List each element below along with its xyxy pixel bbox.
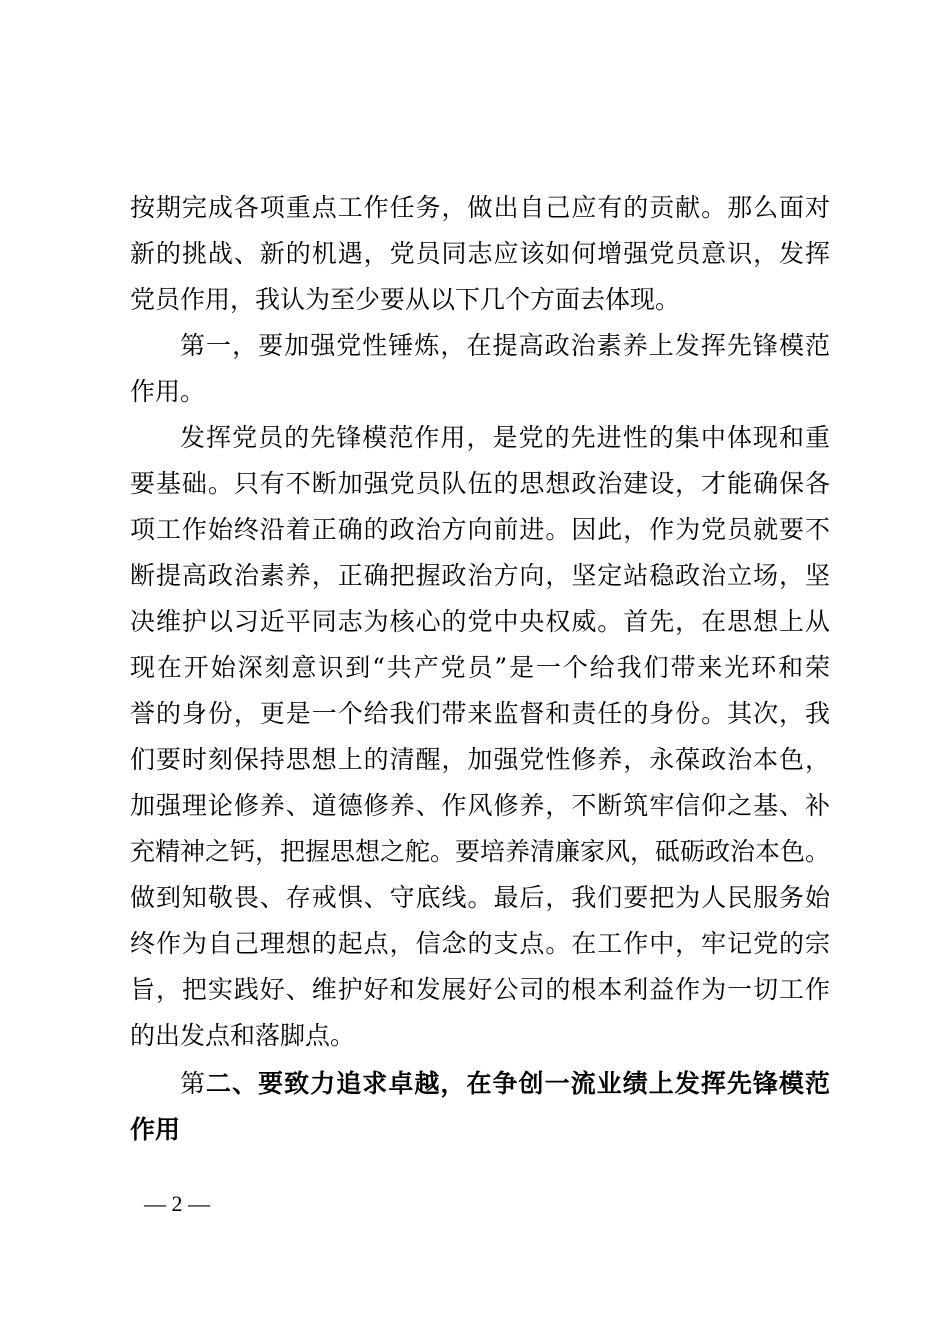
paragraph-line: 充精神之钙，把握思想之舵。要培养清廉家风，砥砺政治本色。 [130,837,831,866]
paragraph-line: 党员作用，我认为至少要从以下几个方面去体现。 [130,285,681,314]
paragraph-line: 的出发点和落脚点。 [130,1021,356,1050]
paragraph-line: 项工作始终沿着正确的政治方向前进。因此，作为党员就要不 [130,515,830,544]
heading-two-title: 二、要致力追求卓越，在争创一流业绩上发挥先锋模范 [206,1069,830,1098]
section-heading-two-cont: 作用 [130,1115,181,1144]
paragraph-line: 现在开始深刻意识到“共产党员”是一个给我们带来光环和荣 [130,653,830,682]
paragraph-line: 誉的身份，更是一个给我们带来监督和责任的身份。其次，我 [130,699,830,728]
paragraph-line: 发挥党员的先锋模范作用，是党的先进性的集中体现和重 [180,423,830,452]
paragraph-line: 断提高政治素养，正确把握政治方向，坚定站稳政治立场，坚 [130,561,830,590]
section-heading-one: 第一，要加强党性锤炼，在提高政治素养上发挥先锋模范 [180,331,830,360]
paragraph-line: 旨，把实践好、维护好和发展好公司的根本利益作为一切工作 [130,975,830,1004]
paragraph-line: 新的挑战、新的机遇，党员同志应该如何增强党员意识，发挥 [130,239,830,268]
paragraph-line: 终作为自己理想的起点，信念的支点。在工作中，牢记党的宗 [130,929,830,958]
paragraph-line: 们要时刻保持思想上的清醒，加强党性修养，永葆政治本色， [130,745,830,774]
heading-two-prefix: 第 [180,1069,207,1098]
paragraph-line: 按期完成各项重点工作任务，做出自己应有的贡献。那么面对 [130,193,830,222]
paragraph-line: 做到知敬畏、存戒惧、守底线。最后，我们要把为人民服务始 [130,883,830,912]
section-heading-one-cont: 作用。 [130,377,206,406]
paragraph-line: 加强理论修养、道德修养、作风修养，不断筑牢信仰之基、补 [130,791,830,820]
page-number: — 2 — [144,1191,210,1216]
paragraph-line: 要基础。只有不断加强党员队伍的思想政治建设，才能确保各 [130,469,830,498]
paragraph-line: 决维护以习近平同志为核心的党中央权威。首先，在思想上从 [130,607,830,636]
section-heading-two [180,1067,830,1101]
